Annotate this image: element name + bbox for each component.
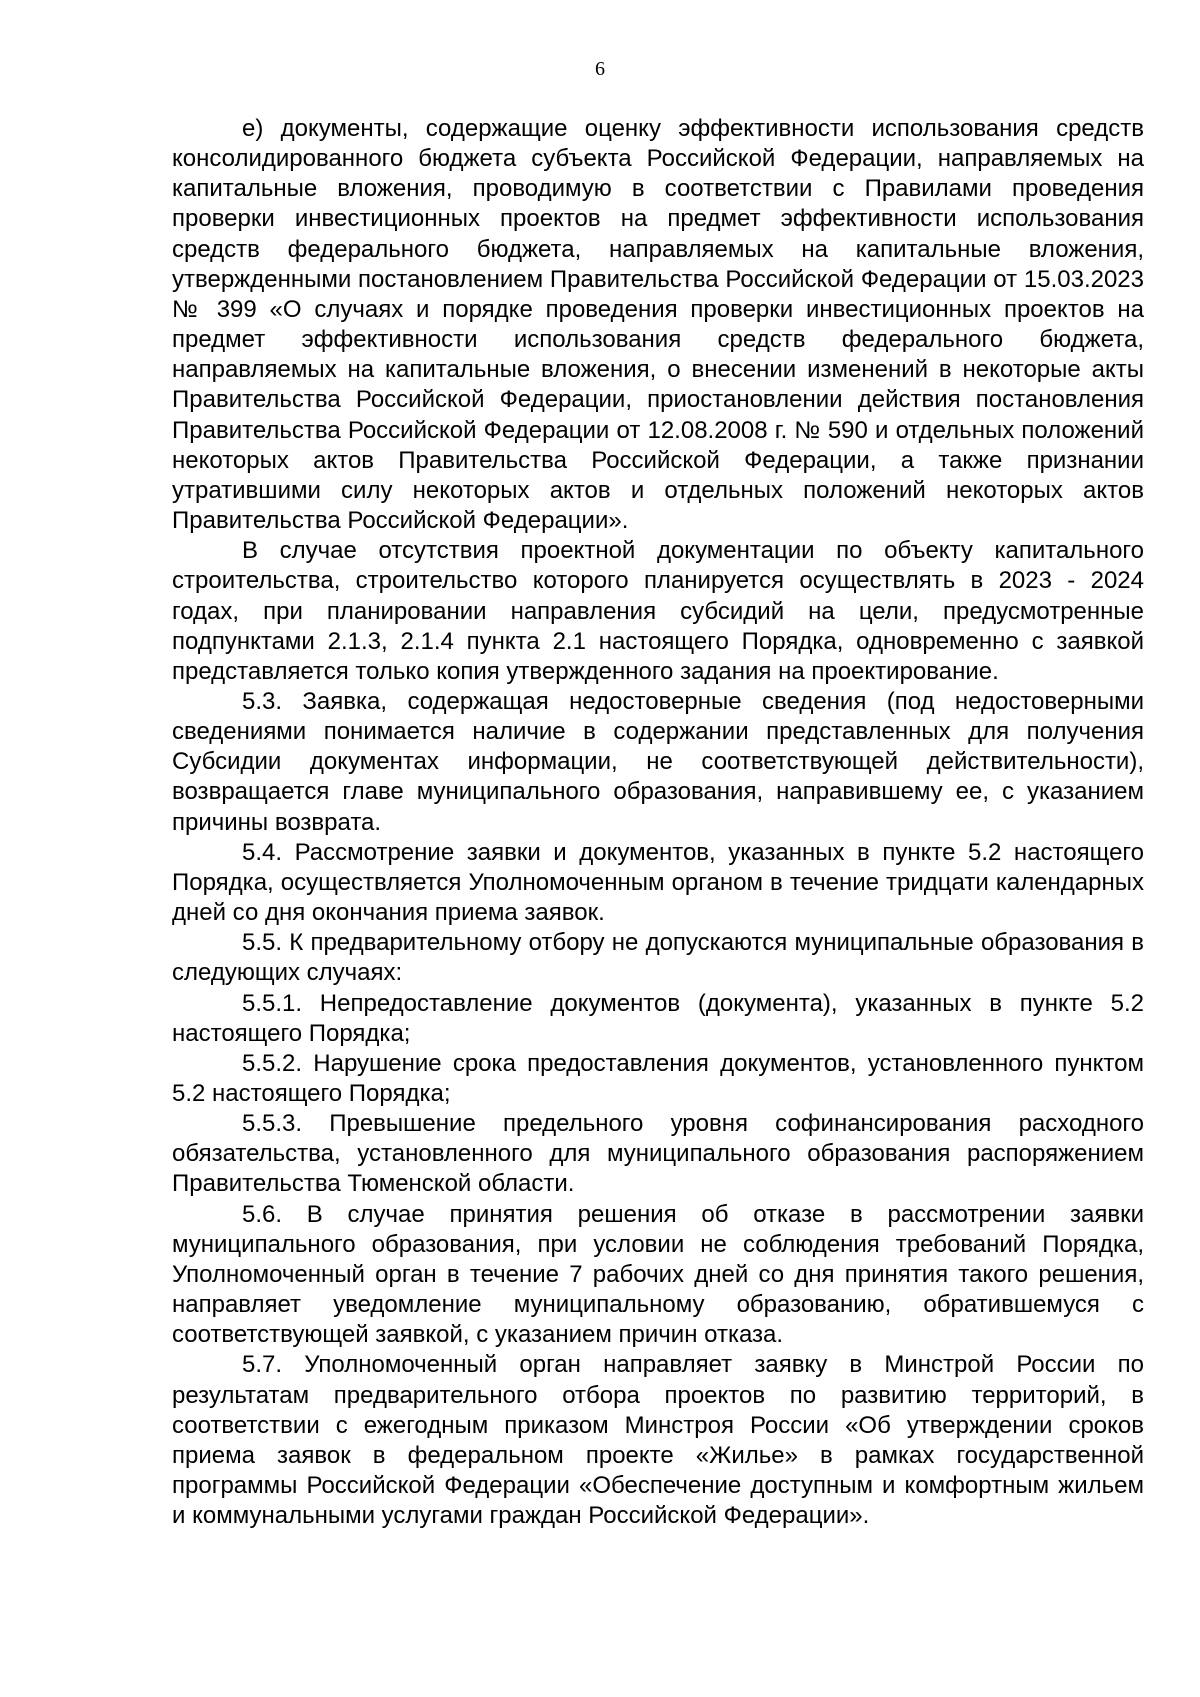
paragraph-5-5-1: 5.5.1. Непредоставление документов (документа), указанных в пункте 5.2 настоящего Порядка; <box>172 989 1144 1047</box>
paragraph-no-project-documentation: В случае отсутствия проектной документации по объекту капитального строительства, строительство которого планируется осуществлять в 2023 - 2024 годах, при планировании направления субсидий на цели, предусмотренные подпунктами 2.1.3, 2.1.4 пункта 2.1 настоящего Порядка, одновременно с заявкой представляется только копия утвержденного задания на проектирование. <box>172 537 1144 685</box>
page-number: 6 <box>595 58 605 80</box>
paragraph-5-5: 5.5. К предварительному отбору не допускаются муниципальные образования в следующих случаях: <box>172 929 1144 987</box>
paragraph-5-3: 5.3. Заявка, содержащая недостоверные сведения (под недостоверными сведениями понимается наличие в содержании представленных для получения Субсидии документах информации, не соответствующей действительности), возвращается главе муниципального образования, направившему ее, с указанием причины возврата. <box>172 687 1144 836</box>
paragraph-item-e-documents: е) документы, содержащие оценку эффективности использования средств консолидированного бюджета субъекта Российской Федерации, направляемых на капитальные вложения, проводимую в соответствии с Правилами проведения проверки инвестиционных проектов на предмет эффективности использования средств федерального бюджета, направляемых на капитальные вложения, утвержденными постановлением Правительства Российской Федерации от 15.03.2023 № 399 «О случаях и порядке проведения проверки инвестиционных проектов на предмет эффективности использования средств федерального бюджета, направляемых на капитальные вложения, о внесении изменений в некоторые акты Правительства Российской Федерации, приостановлении действия постановления Правительства Российской Федерации от 12.08.2008 г. № 590 и отдельных положений некоторых актов Правительства Российской Федерации, а также признании утратившими силу некоторых актов и отдельных положений некоторых актов Правительства Российской Федерации». <box>172 115 1144 535</box>
document-body <box>172 114 1144 1531</box>
paragraph-5-5-3: 5.5.3. Превышение предельного уровня софинансирования расходного обязательства, установленного для муниципального образования распоряжением Правительства Тюменской области. <box>172 1110 1144 1198</box>
paragraph-5-7: 5.7. Уполномоченный орган направляет заявку в Минстрой России по результатам предварительного отбора проектов по развитию территорий, в соответствии с ежегодным приказом Минстроя России «Об утверждении сроков приема заявок в федеральном проекте «Жилье» в рамках государственной программы Российской Федерации «Обеспечение доступным и комфортным жильем и коммунальными услугами граждан Российской Федерации». <box>172 1351 1144 1530</box>
paragraph-5-6: 5.6. В случае принятия решения об отказе в рассмотрении заявки муниципального образования, при условии не соблюдения требований Порядка, Уполномоченный орган в течение 7 рабочих дней со дня принятия такого решения, направляет уведомление муниципальному образованию, обратившемуся с соответствующей заявкой, с указанием причин отказа. <box>172 1200 1144 1349</box>
paragraph-5-5-2: 5.5.2. Нарушение срока предоставления документов, установленного пунктом 5.2 настоящего Порядка; <box>172 1049 1144 1107</box>
paragraph-5-4: 5.4. Рассмотрение заявки и документов, указанных в пункте 5.2 настоящего Порядка, осуществляется Уполномоченным органом в течение тридцати календарных дней со дня окончания приема заявок. <box>172 838 1144 927</box>
